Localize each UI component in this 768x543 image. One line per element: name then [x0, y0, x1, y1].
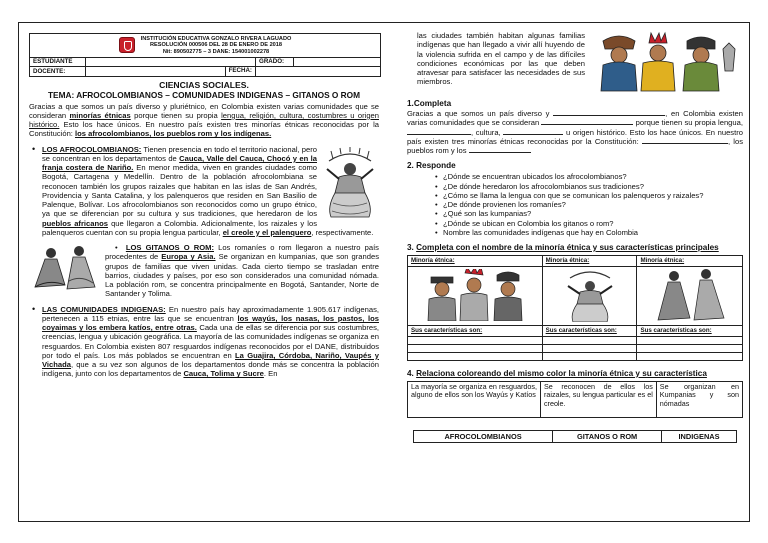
right-intro-paragraph: las ciudades también habitan algunas familias indígenas que han llegado a vivir allí huyendo de la violencia sufrida en el campo y de las difíciles condiciones económicas por las que deben atravesar para satisfacer las necesidades de sus miembros.: [417, 31, 585, 87]
blank-field[interactable]: [541, 118, 633, 125]
page-title: CIENCIAS SOCIALES.: [159, 80, 249, 90]
blank-field[interactable]: [503, 128, 563, 135]
section-4-title: 4. Relaciona coloreando del mismo color la minoría étnica y su característica: [407, 368, 707, 378]
answer-cell[interactable]: [542, 352, 637, 360]
answer-cell[interactable]: [408, 336, 543, 344]
image-cell: [542, 266, 637, 326]
intro-paragraph: Gracias a que somos un país diverso y pluriétnico, en Colombia existen varias comunidades que se consideran minorías étnicas porque tienen su propia lengua, religión, cultura, costumbres u origen histórico. Esto los hace únicos. En nuestro país existen tres minorías étnicas reconocidas por la Constitución: los afrocolombianos, los pueblos rom y los indígenas.: [29, 101, 379, 139]
relate-table: [407, 381, 743, 418]
institution-header: [30, 34, 381, 58]
rom-dancer-illustration-icon: [29, 245, 99, 291]
question-item: • ¿De dónde provienen los romaníes?: [435, 200, 743, 209]
afro-dancer-illustration-icon: [560, 268, 620, 322]
indigenous-paragraph: LAS COMUNIDADES INDIGENAS: En nuestro país hay aproximadamente 1.905.617 indígenas, pertenecen a 115 etnias, entre las que se encuentran los wayús, los nasas, los pastos, los coyaimas y los embera katíos, entre otras. Cada una de ellas se diferencia por sus costumbres, creencias, lengua y ubicación geográfica. La mayoría de las comunidades indígenas se organiza en resguardos. En Colombia existen 807 resguardos indígenas reconocidos por el DANE, distribuidos por todo el país. Los más poblados se encuentran en La Guajira, Córdoba, Nariño, Vaupés y Vichada, que a su vez son algunos de los departamentos donde más se concentra la población indígena, junto con los departamentos de Cauca, Tolima y Sucre. En: [42, 304, 379, 379]
group-cell[interactable]: GITANOS O ROM: [553, 430, 662, 442]
rom-dancer-illustration-icon: [650, 268, 730, 322]
student-label: ESTUDIANTE: [30, 58, 86, 67]
question-item: • Nombre las comunidades indígenas que hay en Colombia: [435, 228, 743, 237]
worksheet-page: [18, 22, 750, 522]
characteristics-label: Sus características son:: [542, 326, 637, 337]
characteristic-cell[interactable]: La mayoría se organiza en resguardos, alguno de ellos son los Wayús y Katíos: [408, 381, 541, 417]
question-list: [435, 172, 743, 237]
group-cell[interactable]: INDIGENAS: [662, 430, 737, 442]
section-2-title: 2. Responde: [407, 161, 456, 171]
characteristics-label: Sus características son:: [637, 326, 743, 337]
question-item: • ¿Dónde se encuentran ubicados los afrocolombianos?: [435, 172, 743, 181]
section-1-title: 1.Completa: [407, 99, 452, 108]
characteristics-label: Sus características son:: [408, 326, 543, 337]
institution-nit: Nit: 890502775 – 3 DANE: 154001002278: [162, 48, 270, 55]
grade-field[interactable]: [294, 58, 381, 67]
image-cell: [408, 266, 543, 326]
minority-label: Minoría étnica:: [408, 256, 543, 267]
answer-cell[interactable]: [637, 336, 743, 344]
group-cell[interactable]: AFROCOLOMBIANOS: [414, 430, 553, 442]
institution-resolution: RESOLUCIÓN 000506 DEL 28 DE ENERO DE 2018: [149, 42, 283, 49]
question-item: • ¿De dónde heredaron los afrocolombianos sus tradiciones?: [435, 182, 743, 191]
right-intro-block: [407, 31, 743, 93]
date-label: FECHA:: [225, 67, 255, 76]
image-cell: [637, 266, 743, 326]
grade-label: GRADO:: [256, 58, 294, 67]
question-item: • ¿Qué son las kumpanias?: [435, 209, 743, 218]
indigenous-people-illustration-icon: [589, 31, 739, 93]
indigenous-group-illustration-icon: [423, 269, 527, 321]
teacher-field[interactable]: [86, 67, 225, 76]
answer-cell[interactable]: [542, 344, 637, 352]
right-column: [407, 31, 743, 443]
answer-cell[interactable]: [637, 352, 743, 360]
answer-cell[interactable]: [542, 336, 637, 344]
characteristic-cell[interactable]: Se organizan en Kumpanias y son nómadas: [656, 381, 742, 417]
bullet-icon: •: [32, 303, 36, 314]
answer-cell[interactable]: [637, 344, 743, 352]
question-item: • ¿Cómo se llama la lengua con que se comunican los palenqueros y raizales?: [435, 191, 743, 200]
blank-field[interactable]: [407, 128, 471, 135]
page-theme: TEMA: AFROCOLOMBIANOS – COMUNIDADES INDIGENAS – GITANOS O ROM: [47, 90, 361, 101]
date-field[interactable]: [256, 67, 381, 77]
rom-section: [29, 243, 379, 299]
section-1-fill-in: Gracias a que somos un país diverso y , en Colombia existen varias comunidades que se consideran porque tienen su propia lengua, , cultura, u origen histórico. Esto los hace únicos. En nuestro país existen tres minorías étnicas reconocidas por la Constitución: , los pueblos rom y los: [407, 109, 743, 155]
student-field[interactable]: [86, 58, 256, 67]
characteristic-cell[interactable]: Se reconocen de ellos los raizales, su lengua particular es el creole.: [540, 381, 656, 417]
left-column: [29, 33, 379, 379]
rom-paragraph: • LOS GITANOS O ROM: Los romaníes o rom llegaron a nuestro país procedentes de Europa y Asia. Se organizan en kumpanias, que son grandes grupos de familias que viven unidas. Cada cierto tiempo se trasladan entre barrios, ciudades y países, por eso son considerados una comunidad nómada. La población rom, se concentra principalmente en Bogotá, Santander, Norte de Santander y Tolima.: [29, 243, 379, 299]
bullet-icon: •: [32, 143, 36, 154]
header-table: [29, 33, 381, 77]
question-item: • ¿Dónde se ubican en Colombia los gitanos o rom?: [435, 219, 743, 228]
ethnic-minority-table: [407, 255, 743, 361]
minority-label: Minoría étnica:: [542, 256, 637, 267]
answer-cell[interactable]: [408, 352, 543, 360]
blank-field[interactable]: [642, 137, 728, 144]
afro-paragraph: LOS AFROCOLOMBIANOS: Tienen presencia en todo el territorio nacional, pero se concentran en los departamentos de Cauca, Valle del Cauca, Chocó y en la franja costera de Nariño. En menor medida, viven en grandes ciudades como Bogotá, Cartagena y Medellín. Dentro de la población afrocolombiana se reconocen también los grupos raizales que habitan en las islas de San Andrés, Providencia y Santa Catalina, y los palenqueros que residen en San Basilio de Palenque, Bolívar. Los afrocolombianos son reconocidos como un grupo étnico, ya que se diferencian por su cultura y sus tradiciones, que heredaron de los pueblos africanos que llegaron a Colombia. Adicionalmente, los raizales y los palenqueros cuentan con su propia lengua particular, el creole y el palenquero, respectivamente.: [42, 145, 379, 238]
section-3-title: 3. Completa con el nombre de la minoría étnica y sus características principales: [407, 243, 719, 252]
teacher-label: DOCENTE:: [30, 67, 86, 77]
afro-section: [29, 145, 379, 238]
minority-label: Minoría étnica:: [637, 256, 743, 267]
afro-dancer-illustration-icon: [321, 147, 379, 219]
blank-field[interactable]: [553, 109, 665, 116]
blank-field[interactable]: [469, 146, 531, 153]
groups-table: [413, 430, 737, 443]
institution-name: INSTITUCIÓN EDUCATIVA GONZALO RIVERA LAGUADO: [140, 35, 292, 42]
answer-cell[interactable]: [408, 344, 543, 352]
indigenous-section: [29, 305, 379, 379]
school-logo-icon: [119, 37, 135, 53]
